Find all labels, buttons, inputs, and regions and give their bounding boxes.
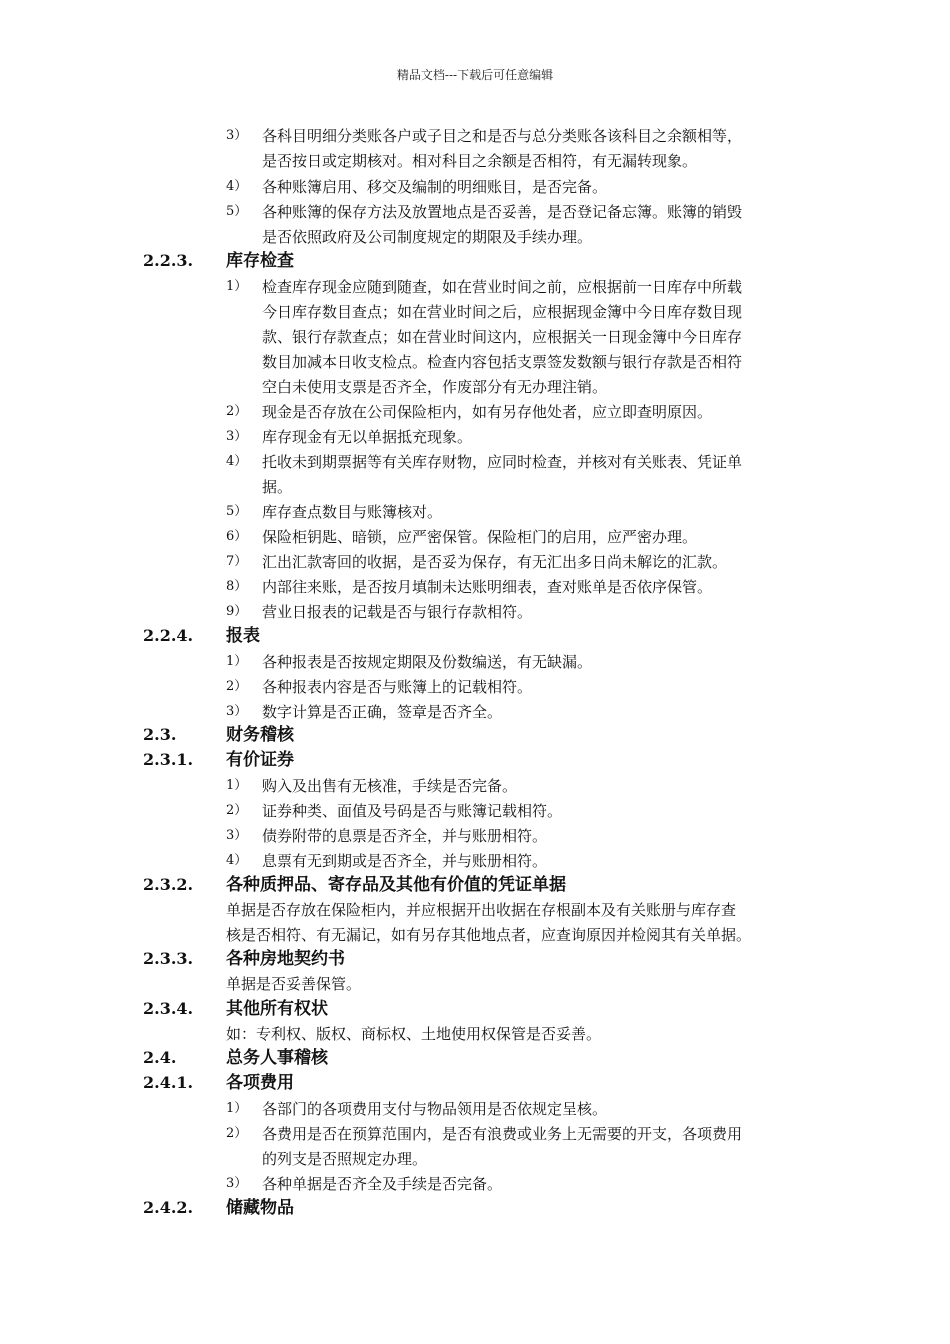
- list-item-text: 各种单据是否齐全及手续是否完备。: [262, 1175, 503, 1193]
- list-item-text: 款、银行存款查点；如在营业时间这内，应根据关一日现金簿中今日库存: [262, 328, 743, 346]
- list-item-number: 2）: [226, 679, 248, 694]
- list-item-number: 1）: [226, 654, 248, 669]
- section-number: 2.2.3.: [143, 251, 194, 270]
- list-item-text: 证券种类、面值及号码是否与账簿记载相符。: [262, 802, 563, 820]
- section-title: 报表: [226, 626, 260, 646]
- list-item-text: 数字计算是否正确，签章是否齐全。: [262, 703, 503, 721]
- list-item-number: 2）: [226, 404, 248, 419]
- list-item-number: 3）: [226, 128, 248, 143]
- list-item-text: 各种账簿启用、移交及编制的明细账目，是否完备。: [262, 178, 608, 196]
- list-item-text: 空白未使用支票是否齐全，作废部分有无办理注销。: [262, 378, 608, 396]
- list-item-text: 营业日报表的记载是否与银行存款相符。: [262, 603, 533, 621]
- section-number: 2.3.4.: [143, 999, 194, 1018]
- list-item-text: 各科目明细分类账各户或子目之和是否与总分类账各该科目之余额相等，: [262, 127, 743, 145]
- section-number: 2.3.1.: [143, 750, 194, 769]
- section-title: 总务人事稽核: [226, 1048, 328, 1068]
- paragraph-text: 单据是否妥善保管。: [226, 975, 362, 993]
- list-item-number: 6）: [226, 529, 248, 544]
- list-item-text: 库存现金有无以单据抵充现象。: [262, 428, 473, 446]
- list-item-number: 4）: [226, 179, 248, 194]
- list-item-text: 托收未到期票据等有关库存财物，应同时检查，并核对有关账表、凭证单: [262, 453, 743, 471]
- list-item-text: 购入及出售有无核准，手续是否完备。: [262, 777, 518, 795]
- list-item-text: 内部往来账，是否按月填制未达账明细表，查对账单是否依序保管。: [262, 578, 713, 596]
- list-item-text: 是否依照政府及公司制度规定的期限及手续办理。: [262, 228, 593, 246]
- section-number: 2.4.: [143, 1048, 177, 1067]
- section-title: 储藏物品: [226, 1198, 294, 1218]
- list-item-text: 检查库存现金应随到随查，如在营业时间之前，应根据前一日库存中所载: [262, 278, 743, 296]
- section-title: 各种房地契约书: [226, 949, 345, 969]
- section-title: 财务稽核: [226, 725, 294, 745]
- section-title: 各项费用: [226, 1073, 294, 1093]
- section-number: 2.2.4.: [143, 626, 194, 645]
- paragraph-text: 单据是否存放在保险柜内，并应根据开出收据在存根副本及有关账册与库存查: [226, 901, 737, 919]
- section-title: 库存检查: [226, 251, 294, 271]
- list-item-text: 是否按日或定期核对。相对科目之余额是否相符，有无漏转现象。: [262, 152, 698, 170]
- section-number: 2.3.: [143, 725, 177, 744]
- list-item-text: 据。: [262, 478, 293, 496]
- list-item-number: 1）: [226, 1101, 248, 1116]
- list-item-text: 各费用是否在预算范围内，是否有浪费或业务上无需要的开支，各项费用: [262, 1125, 743, 1143]
- list-item-text: 保险柜钥匙、暗锁，应严密保管。保险柜门的启用，应严密办理。: [262, 528, 698, 546]
- list-item-text: 汇出汇款寄回的收据，是否妥为保存，有无汇出多日尚未解讫的汇款。: [262, 553, 728, 571]
- list-item-text: 各种报表是否按规定期限及份数编送，有无缺漏。: [262, 653, 593, 671]
- list-item-text: 库存查点数目与账簿核对。: [262, 503, 443, 521]
- list-item-number: 5）: [226, 204, 248, 219]
- section-title: 各种质押品、寄存品及其他有价值的凭证单据: [226, 875, 566, 895]
- list-item-text: 各种报表内容是否与账簿上的记载相符。: [262, 678, 533, 696]
- list-item-number: 1）: [226, 778, 248, 793]
- section-number: 2.4.2.: [143, 1198, 194, 1217]
- section-title: 其他所有权状: [226, 999, 328, 1019]
- list-item-text: 今日库存数目查点；如在营业时间之后，应根据现金簿中今日库存数目现: [262, 303, 743, 321]
- list-item-number: 3）: [226, 1176, 248, 1191]
- list-item-number: 8）: [226, 579, 248, 594]
- list-item-number: 7）: [226, 554, 248, 569]
- list-item-number: 3）: [226, 828, 248, 843]
- section-number: 2.4.1.: [143, 1073, 194, 1092]
- list-item-text: 债券附带的息票是否齐全，并与账册相符。: [262, 827, 548, 845]
- list-item-number: 3）: [226, 704, 248, 719]
- list-item-number: 1）: [226, 279, 248, 294]
- list-item-text: 息票有无到期或是否齐全，并与账册相符。: [262, 852, 548, 870]
- list-item-number: 2）: [226, 803, 248, 818]
- paragraph-text: 如：专利权、版权、商标权、土地使用权保管是否妥善。: [226, 1025, 602, 1043]
- list-item-number: 4）: [226, 853, 248, 868]
- paragraph-text: 核是否相符、有无漏记，如有另存其他地点者，应查询原因并检阅其有关单据。: [226, 926, 752, 944]
- list-item-number: 4）: [226, 454, 248, 469]
- section-title: 有价证券: [226, 750, 294, 770]
- section-number: 2.3.2.: [143, 875, 194, 894]
- list-item-text: 各部门的各项费用支付与物品领用是否依规定呈核。: [262, 1100, 608, 1118]
- section-number: 2.3.3.: [143, 949, 194, 968]
- list-item-text: 各种账簿的保存方法及放置地点是否妥善，是否登记备忘簿。账簿的销毁: [262, 203, 743, 221]
- list-item-number: 5）: [226, 504, 248, 519]
- list-item-number: 2）: [226, 1126, 248, 1141]
- list-item-text: 的列支是否照规定办理。: [262, 1150, 428, 1168]
- list-item-number: 9）: [226, 604, 248, 619]
- list-item-text: 数目加减本日收支检点。检查内容包括支票签发数额与银行存款是否相符: [262, 353, 743, 371]
- list-item-text: 现金是否存放在公司保险柜内，如有另存他处者，应立即查明原因。: [262, 403, 713, 421]
- page-header: 精品文档---下载后可任意编辑: [396, 68, 554, 82]
- list-item-number: 3）: [226, 429, 248, 444]
